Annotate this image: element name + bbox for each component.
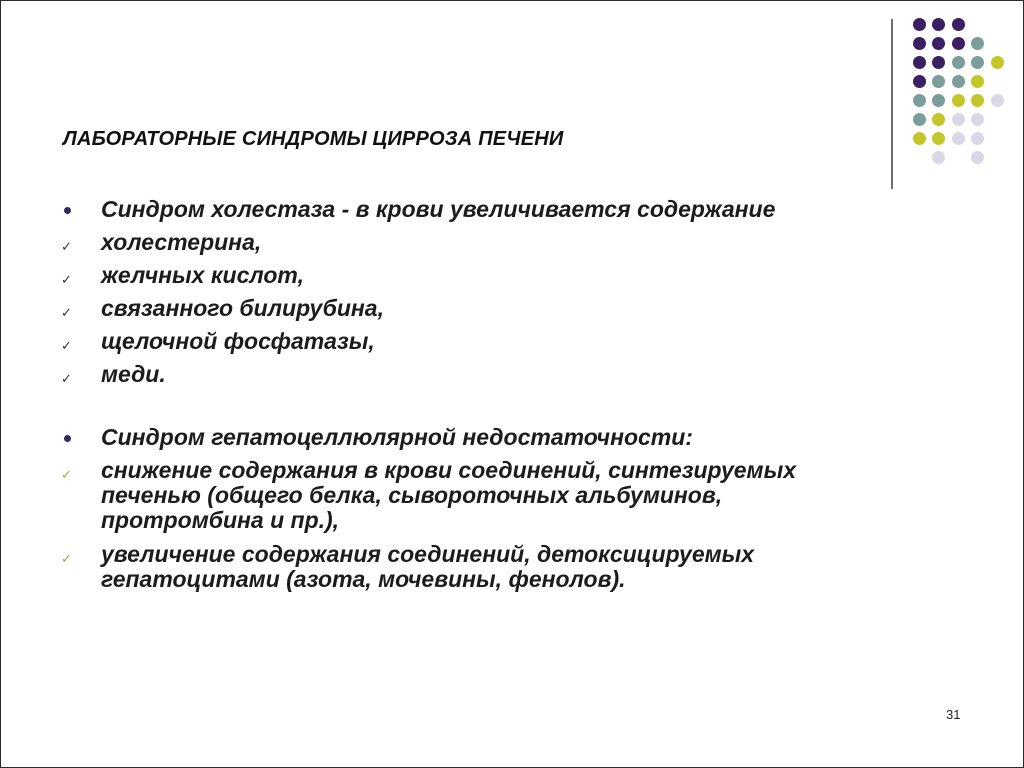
list-item-text: увеличение содержания соединений, детоксицируемых [101,541,755,567]
decorative-dot [932,151,945,164]
decorative-dot [971,113,984,126]
list-item-text: Синдром гепатоцеллюлярной недостаточности: [101,424,693,450]
decorative-dot [952,75,965,88]
checkmark-icon: ✓ [61,338,72,353]
decorative-dot [952,113,965,126]
decorative-dot [913,75,926,88]
decorative-dot [971,94,984,107]
page-number: 31 [946,707,961,722]
list-item-text: меди. [101,361,166,387]
decorative-dot [932,37,945,50]
decorative-dot [932,18,945,31]
list-item-text: Синдром холестаза - в крови увеличивается содержание [101,196,776,222]
checkmark-icon: ✓ [61,239,72,254]
decorative-dot [952,94,965,107]
list-item-text: связанного билирубина, [101,295,384,321]
decorative-dot [991,94,1004,107]
decorative-dot [952,132,965,145]
decorative-dot-grid [1,1,1024,201]
checkmark-icon: ✓ [61,272,72,287]
decorative-dot [932,94,945,107]
list-item-text: снижение содержания в крови соединений, синтезируемых [101,457,797,483]
decorative-dot [932,75,945,88]
decorative-dot [913,37,926,50]
checkmark-icon: ✓ [61,371,72,386]
decorative-dot [932,56,945,69]
decorative-dot [913,94,926,107]
list-item-text: печенью (общего белка, сывороточных альбуминов, [101,482,723,508]
checkmark-icon: ✓ [61,305,72,320]
list-item-text: холестерина, [101,229,262,255]
checkmark-icon: ✓ [61,551,72,566]
list-item-text: гепатоцитами (азота, мочевины, фенолов). [101,566,626,592]
decorative-dot [991,56,1004,69]
decorative-dot [971,56,984,69]
decorative-dot [952,18,965,31]
decorative-dot [971,151,984,164]
decorative-dot [913,56,926,69]
decorative-dot [932,132,945,145]
decorative-dot [971,132,984,145]
decorative-dot [971,37,984,50]
decorative-dot [952,56,965,69]
list-item-text: протромбина и пр.), [101,507,340,533]
list-item-text: щелочной фосфатазы, [101,328,375,354]
checkmark-icon: ✓ [61,467,72,482]
decorative-dot [913,132,926,145]
decorative-dot [952,37,965,50]
decorative-dot [913,113,926,126]
decorative-dot [932,113,945,126]
decorative-dot [913,18,926,31]
slide-title: ЛАБОРАТОРНЫЕ СИНДРОМЫ ЦИРРОЗА ПЕЧЕНИ [63,128,564,150]
decorative-dot [971,75,984,88]
list-item-text: желчных кислот, [101,262,304,288]
